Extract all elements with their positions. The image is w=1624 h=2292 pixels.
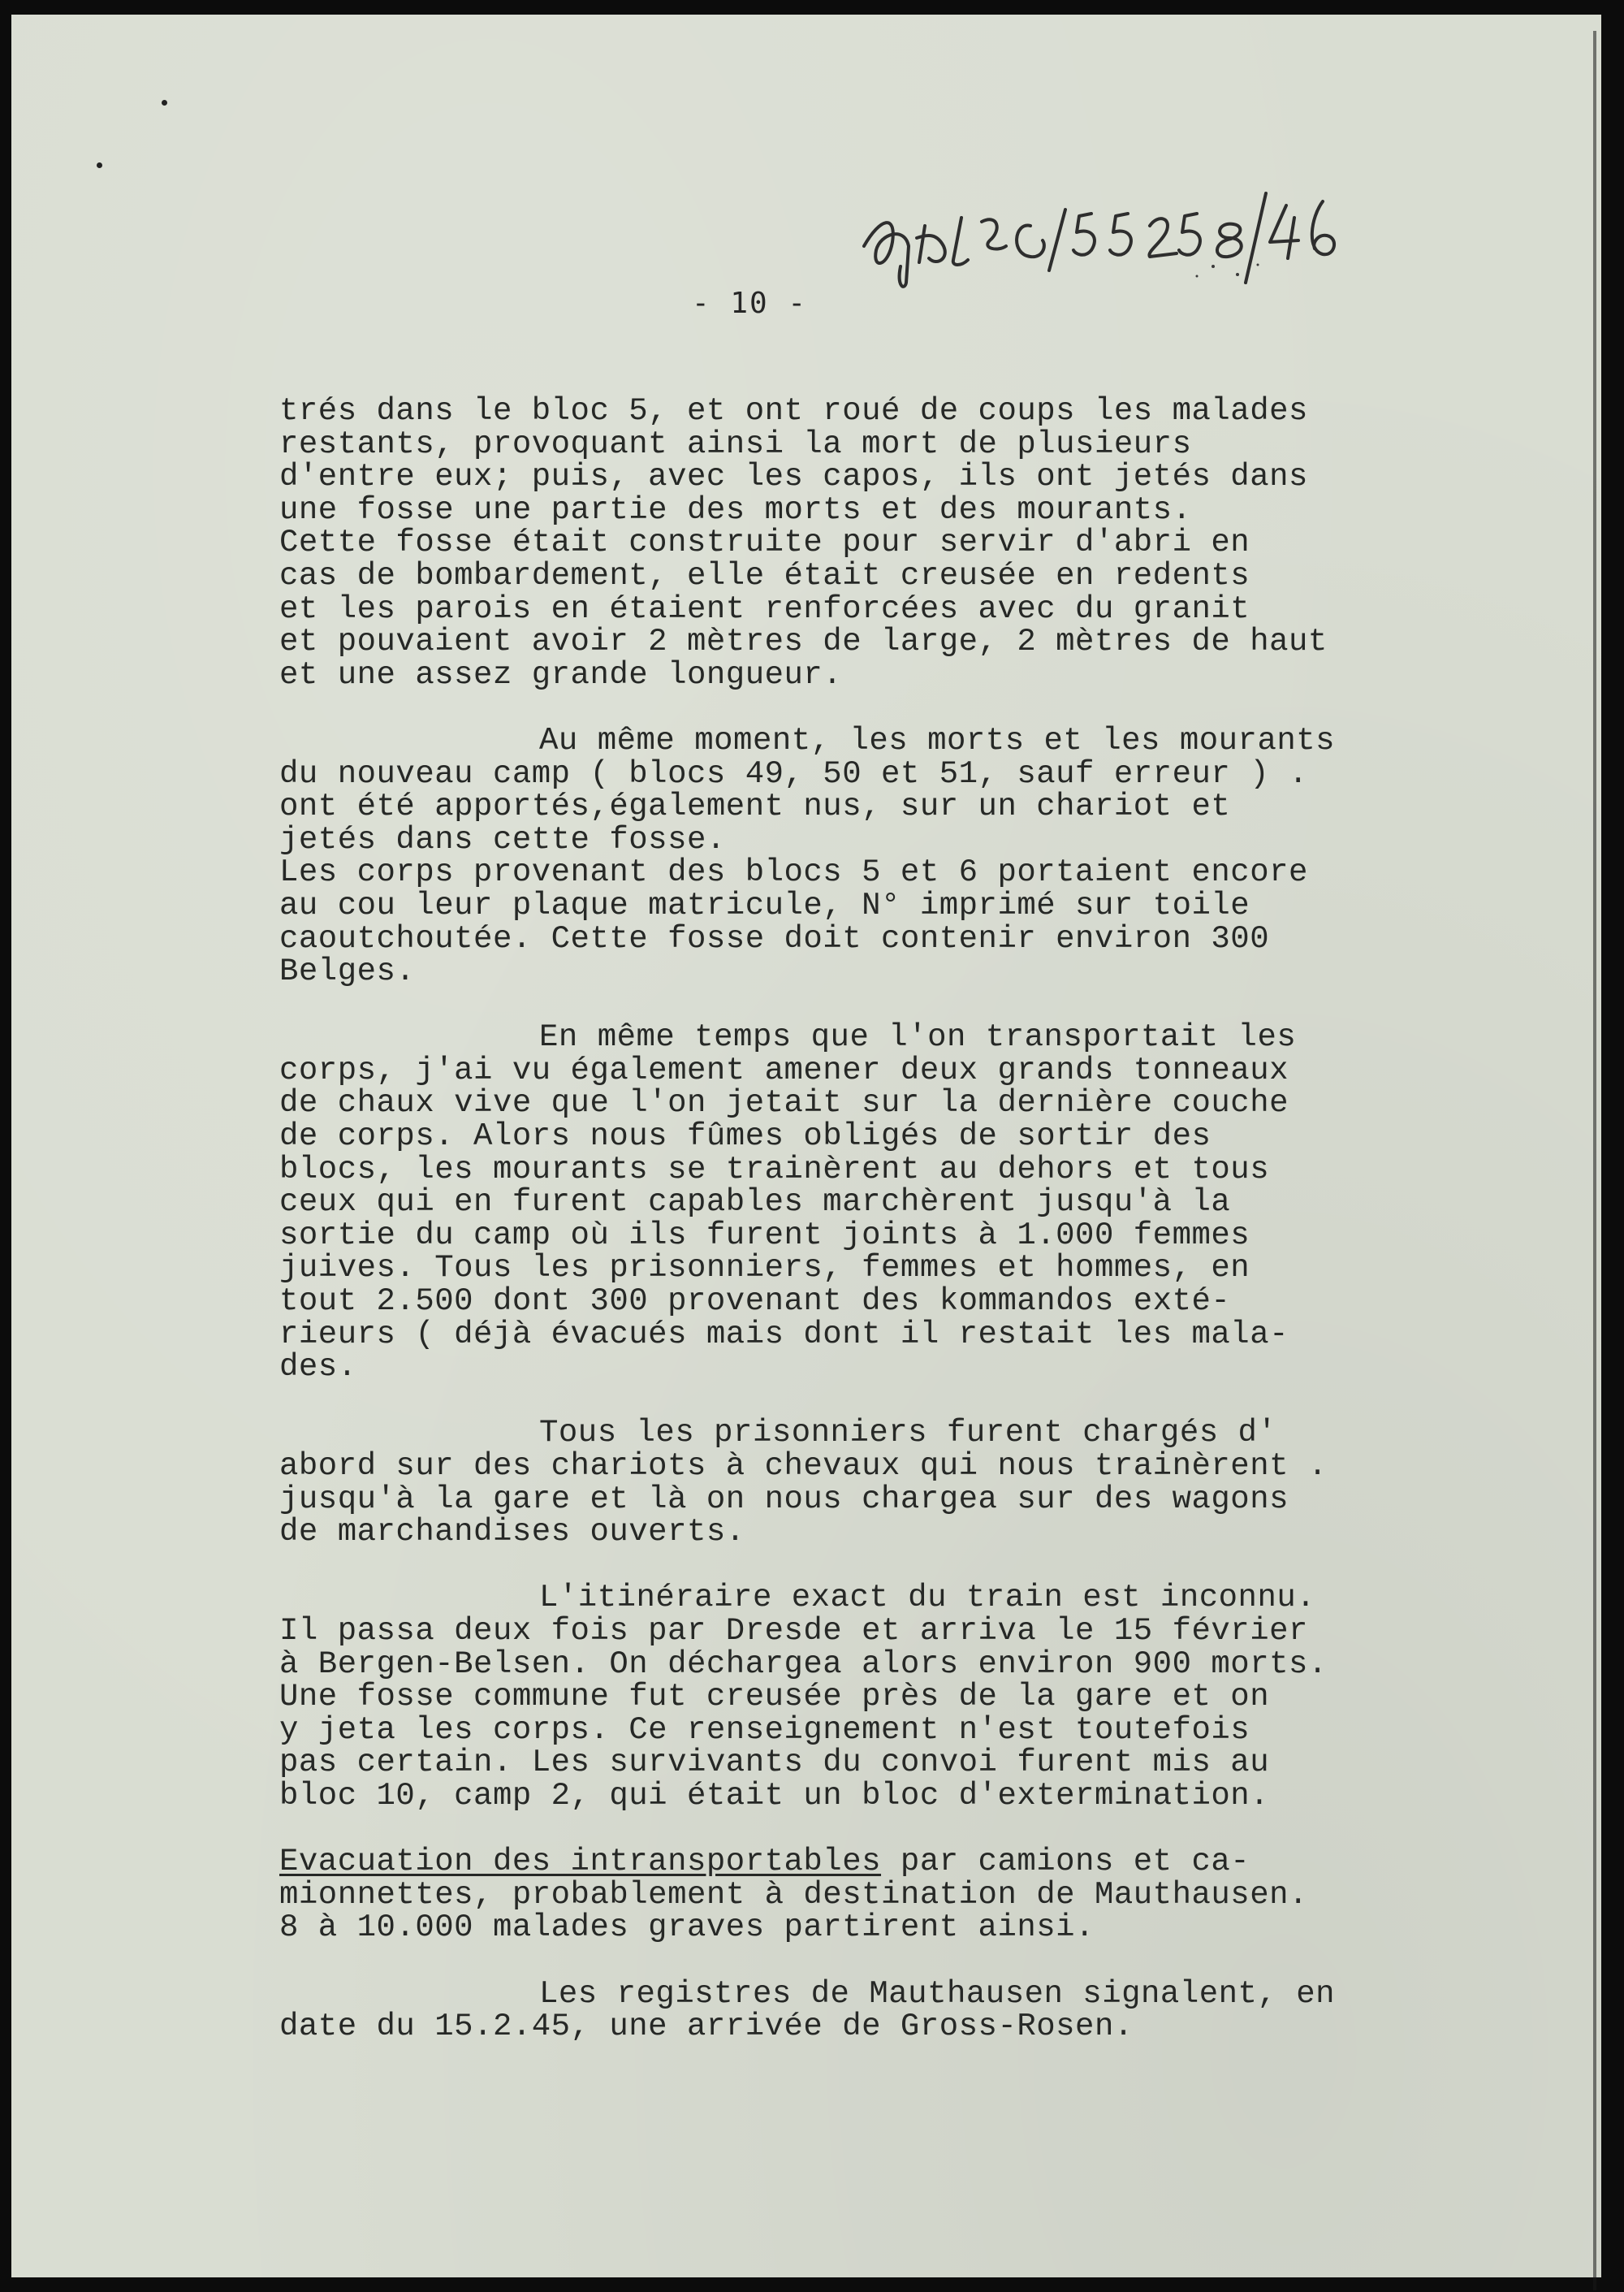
- text-line: bloc 10, camp 2, qui était un bloc d'extermination.: [279, 1777, 1270, 1814]
- text-line: date du 15.2.45, une arrivée de Gross-Rosen.: [279, 2009, 1134, 2045]
- heading-continuation: par camions et ca-: [881, 1844, 1250, 1880]
- text-line: Les corps provenant des blocs 5 et 6 portaient encore: [279, 854, 1308, 891]
- text-line: de corps. Alors nous fûmes obligés de sortir des: [279, 1118, 1212, 1155]
- paragraph: [279, 1416, 1432, 1548]
- paragraph: [279, 1975, 1432, 2045]
- text-line: trés dans le bloc 5, et ont roué de coups les malades: [279, 393, 1308, 429]
- text-line: du nouveau camp ( blocs 49, 50 et 51, sauf erreur ) .: [279, 755, 1308, 792]
- paragraph-gap: [279, 1944, 1432, 1978]
- text-line: Il passa deux fois par Dresde et arriva le 15 février: [279, 1612, 1308, 1649]
- text-line: blocs, les mourants se trainèrent au dehors et tous: [279, 1151, 1270, 1187]
- document-body: [279, 395, 1432, 2043]
- text-line: à Bergen-Belsen. On déchargea alors environ 900 morts.: [279, 1645, 1328, 1682]
- text-line: Les registres de Mauthausen signalent, en: [539, 1975, 1336, 2012]
- paragraph: [279, 1845, 1432, 1944]
- text-line: Au même moment, les morts et les mourants: [539, 722, 1336, 759]
- scan-speck: [97, 162, 102, 168]
- text-line: sortie du camp où ils furent joints à 1.000 femmes: [279, 1217, 1250, 1253]
- text-line: corps, j'ai vu également amener deux grands tonneaux: [279, 1052, 1289, 1088]
- page-edge-shadow: [1593, 31, 1596, 2290]
- paragraph: [279, 1581, 1432, 1812]
- paragraph: [279, 1021, 1432, 1384]
- text-line: juives. Tous les prisonniers, femmes et hommes, en: [279, 1250, 1250, 1287]
- text-line: au cou leur plaque matricule, N° imprimé sur toile: [279, 887, 1250, 923]
- text-line: et pouvaient avoir 2 mètres de large, 2 mètres de haut: [279, 624, 1328, 660]
- paragraph-gap: [279, 691, 1432, 724]
- page-number: - 10 -: [692, 287, 808, 320]
- text-line: une fosse une partie des morts et des mourants.: [279, 491, 1192, 528]
- text-line: Une fosse commune fut creusée près de la gare et on: [279, 1679, 1270, 1715]
- underlined-heading: Evacuation des intransportables: [279, 1844, 882, 1880]
- paragraph-gap: [279, 1549, 1432, 1582]
- paragraph: [279, 724, 1432, 988]
- text-line: cas de bombardement, elle était creusée en redents: [279, 557, 1250, 594]
- text-line: Belges.: [279, 954, 416, 990]
- scan-speck: [162, 100, 167, 106]
- text-line: tout 2.500 dont 300 provenant des kommandos exté-: [279, 1283, 1231, 1320]
- text-line: L'itinéraire exact du train est inconnu.: [539, 1580, 1316, 1616]
- paragraph-gap: [279, 1384, 1432, 1417]
- text-line: mionnettes, probablement à destination de Mauthausen.: [279, 1876, 1308, 1913]
- handwritten-archive-reference: [848, 169, 1400, 291]
- text-line: y jeta les corps. Ce renseignement n'est toutefois: [279, 1711, 1250, 1748]
- paragraph: [279, 395, 1432, 691]
- text-line: ceux qui en furent capables marchèrent jusqu'à la: [279, 1184, 1231, 1221]
- text-line: des.: [279, 1349, 357, 1386]
- text-line: caoutchoutée. Cette fosse doit contenir environ 300: [279, 920, 1270, 957]
- text-line: rieurs ( déjà évacués mais dont il restait les mala-: [279, 1316, 1289, 1352]
- text-line: de marchandises ouverts.: [279, 1514, 745, 1550]
- text-line: de chaux vive que l'on jetait sur la dernière couche: [279, 1085, 1289, 1122]
- text-line: restants, provoquant ainsi la mort de plusieurs: [279, 426, 1192, 462]
- text-line: [279, 1845, 1432, 1879]
- text-line: abord sur des chariots à chevaux qui nous trainèrent .: [279, 1448, 1328, 1484]
- text-line: 8 à 10.000 malades graves partirent ainsi.: [279, 1909, 1095, 1946]
- text-line: En même temps que l'on transportait les: [539, 1019, 1297, 1056]
- text-line: Cette fosse était construite pour servir d'abri en: [279, 525, 1250, 561]
- paragraph-gap: [279, 988, 1432, 1022]
- text-line: Tous les prisonniers furent chargés d': [539, 1415, 1277, 1451]
- handwritten-signature-graphic: [848, 169, 1400, 291]
- paragraph-gap: [279, 1813, 1432, 1846]
- text-line: pas certain. Les survivants du convoi furent mis au: [279, 1745, 1270, 1781]
- text-line: ont été apportés,également nus, sur un chariot et: [279, 789, 1231, 825]
- text-line: jetés dans cette fosse.: [279, 821, 726, 858]
- text-line: et les parois en étaient renforcées avec du granit: [279, 590, 1250, 627]
- text-line: et une assez grande longueur.: [279, 656, 843, 693]
- text-line: d'entre eux; puis, avec les capos, ils ont jetés dans: [279, 459, 1308, 495]
- text-line: jusqu'à la gare et là on nous chargea sur des wagons: [279, 1481, 1289, 1517]
- document-page: [11, 15, 1601, 2277]
